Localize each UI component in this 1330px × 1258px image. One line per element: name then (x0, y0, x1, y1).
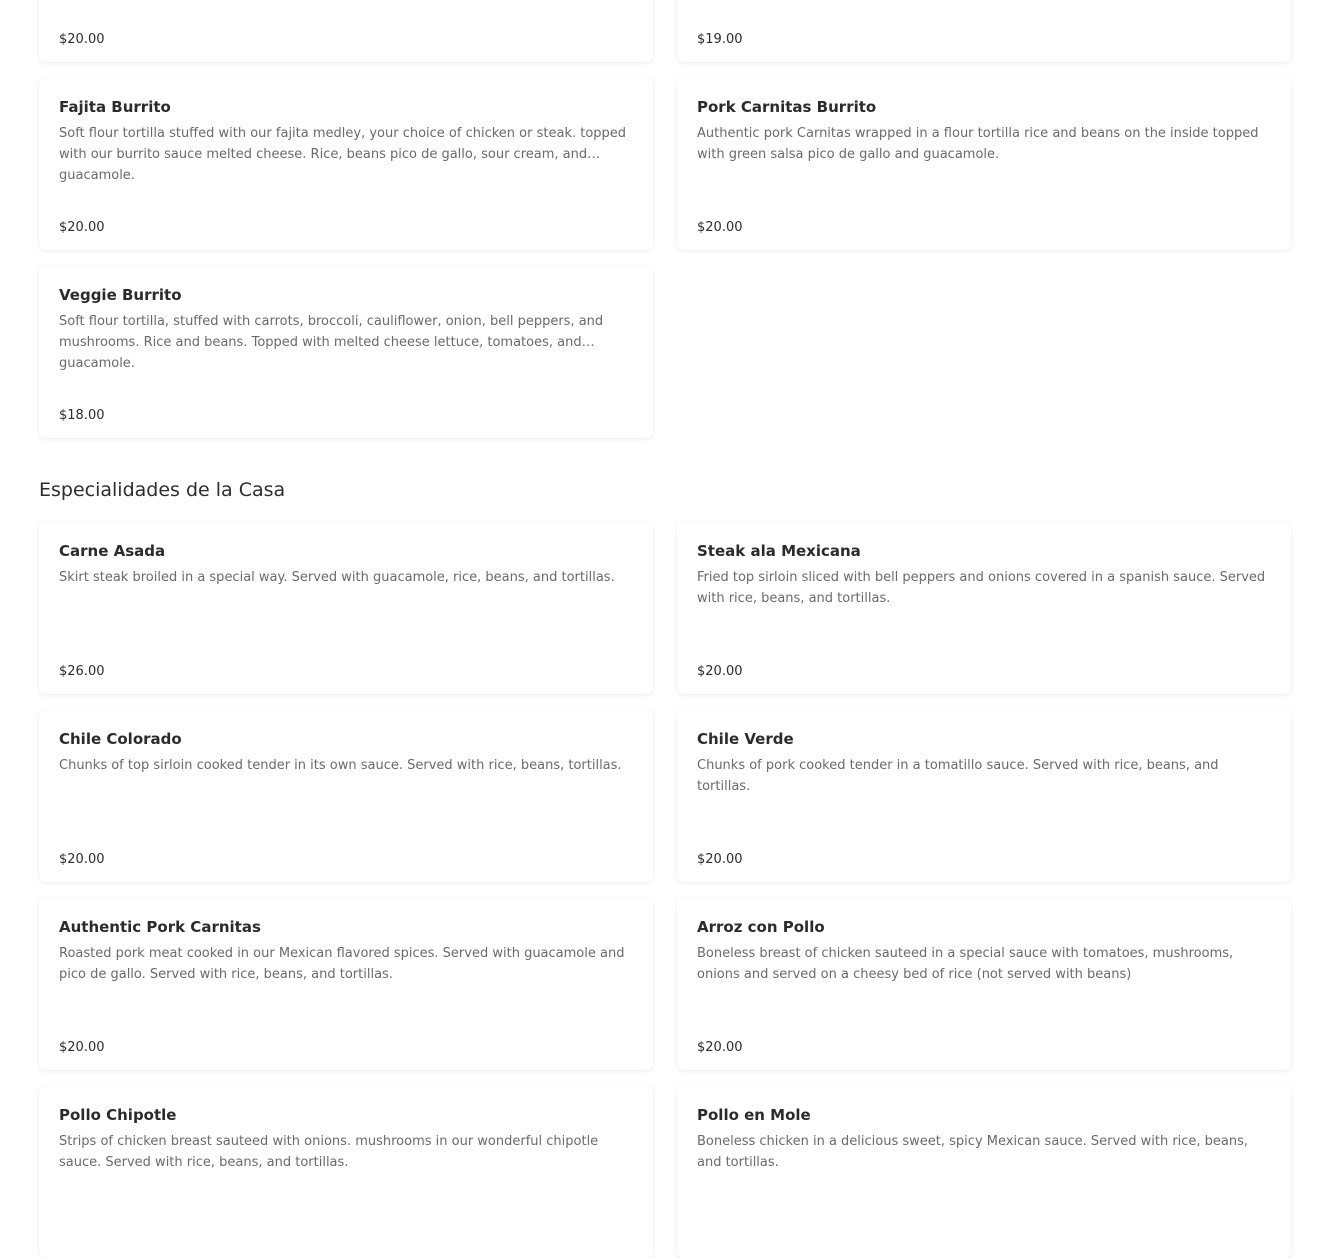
menu-item-description: Chunks of top sirloin cooked tender in its own sauce. Served with rice, beans, tortillas. (59, 758, 622, 773)
menu-item-description: Authentic pork Carnitas wrapped in a flour tortilla rice and beans on the inside topped with green salsa pico de gallo and guacamole. (697, 126, 1259, 162)
menu-item-price: $19.00 (697, 32, 743, 47)
menu-item-card[interactable] (39, 266, 653, 438)
menu-item-name: Fajita Burrito (59, 98, 171, 116)
menu-item-card[interactable] (39, 78, 653, 250)
menu-item-description: Skirt steak broiled in a special way. Served with guacamole, rice, beans, and tortillas. (59, 570, 615, 585)
menu-item-description: Fried top sirloin sliced with bell peppers and onions covered in a spanish sauce. Served with rice, beans, and tortillas. (697, 570, 1266, 606)
menu-item-price: $20.00 (59, 32, 105, 47)
menu-item-card[interactable] (677, 1086, 1291, 1258)
menu-item-price: $20.00 (697, 1040, 743, 1055)
menu-item-description: Chunks of pork cooked tender in a tomatillo sauce. Served with rice, beans, and tortillas. (697, 758, 1219, 794)
menu-item-card[interactable] (39, 1086, 653, 1258)
menu-item-price: $20.00 (59, 1040, 105, 1055)
menu-item-description: Soft flour tortilla, stuffed with carrots, broccoli, cauliflower, onion, bell peppers, and mushrooms. Rice and beans. Topped with melted cheese lettuce, tomatoes, and guacamole. (59, 314, 604, 371)
menu-item-price: $18.00 (59, 408, 105, 423)
burritos-grid (39, 0, 1291, 438)
menu-item-card[interactable] (39, 710, 653, 882)
menu-item-card[interactable] (677, 78, 1291, 250)
menu-item-description: Boneless breast of chicken sauteed in a special sauce with tomatoes, mushrooms, onions and served on a cheesy bed of rice (not served with beans) (697, 946, 1234, 982)
menu-item-name: Chile Verde (697, 730, 794, 748)
menu-item-name: Pork Carnitas Burrito (697, 98, 877, 116)
menu-item-price: $20.00 (59, 852, 105, 867)
menu-item-card[interactable] (677, 710, 1291, 882)
menu-item-description: Soft flour tortilla stuffed with our fajita medley, your choice of chicken or steak. topped with our burrito sauce melted cheese. Rice, beans pico de gallo, sour cream, and guacamole. (59, 126, 627, 183)
menu-item-name: Arroz con Pollo (697, 918, 825, 936)
menu-item-card[interactable] (39, 522, 653, 694)
menu-item-card[interactable] (677, 522, 1291, 694)
menu-item-price: $20.00 (697, 664, 743, 679)
section-title: Especialidades de la Casa (39, 479, 286, 501)
menu-item-name: Carne Asada (59, 542, 166, 560)
menu-item-price: $20.00 (697, 852, 743, 867)
menu-item-name: Authentic Pork Carnitas (59, 918, 261, 936)
menu-item-description: Strips of chicken breast sauteed with onions. mushrooms in our wonderful chipotle sauce. Served with rice, beans, and tortillas. (59, 1134, 599, 1170)
menu-item-description: Boneless chicken in a delicious sweet, spicy Mexican sauce. Served with rice, beans, and tortillas. (697, 1134, 1249, 1170)
especialidades-grid (39, 522, 1291, 1258)
menu-item-card[interactable] (39, 0, 653, 62)
menu-item-name: Pollo Chipotle (59, 1106, 177, 1124)
menu-item-name: Pollo en Mole (697, 1106, 811, 1124)
menu-item-card[interactable] (39, 898, 653, 1070)
menu-item-card[interactable] (677, 898, 1291, 1070)
menu-item-card[interactable] (677, 0, 1291, 62)
menu-item-price: $26.00 (59, 664, 105, 679)
menu-item-name: Chile Colorado (59, 730, 182, 748)
menu-item-name: Steak ala Mexicana (697, 542, 861, 560)
menu-item-description: Roasted pork meat cooked in our Mexican flavored spices. Served with guacamole and pico de gallo. Served with rice, beans, and tortillas. (59, 946, 625, 982)
menu-item-price: $20.00 (59, 220, 105, 235)
menu-item-name: Veggie Burrito (59, 286, 182, 304)
menu-item-price: $20.00 (697, 220, 743, 235)
